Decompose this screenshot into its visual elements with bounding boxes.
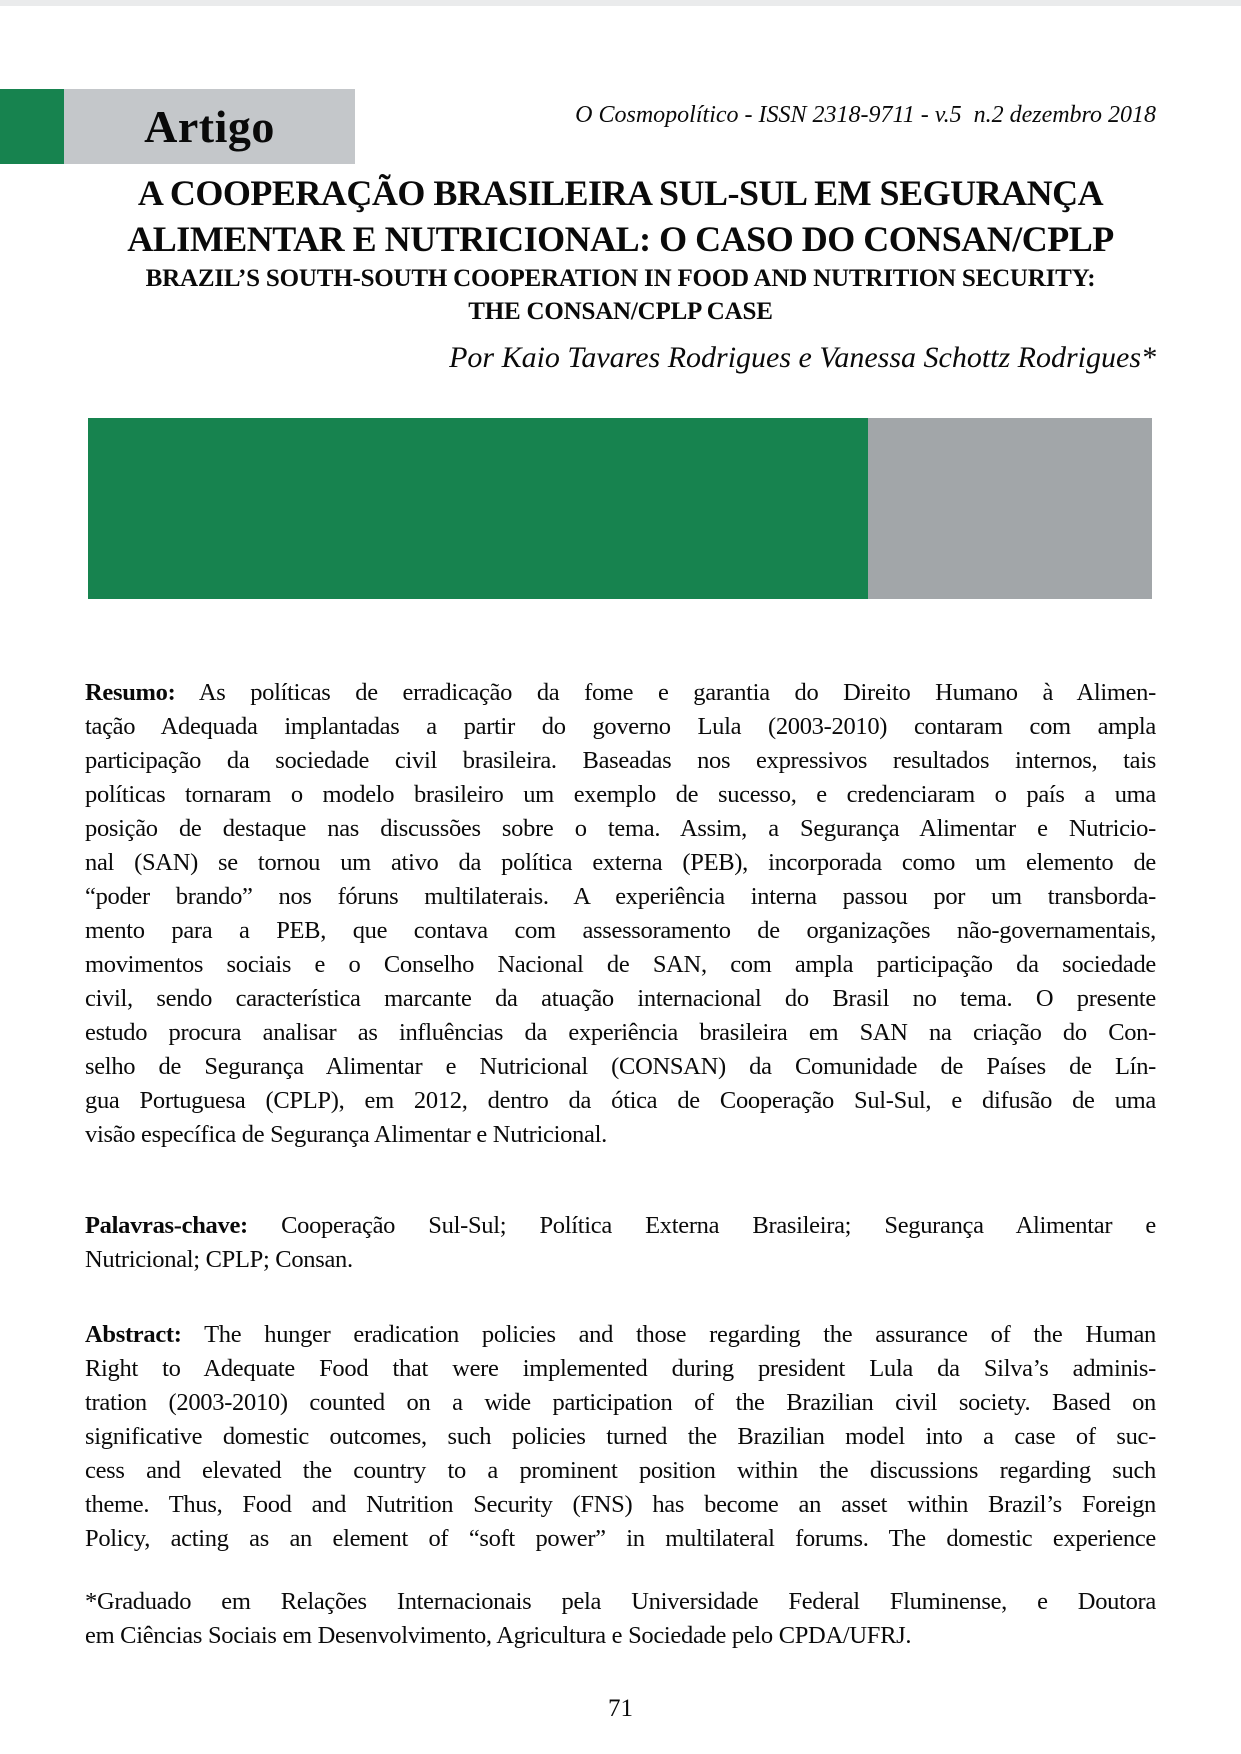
text-line: civil, sendo característica marcante da atuação internacional do Brasil no tema. O presente: [85, 985, 1156, 1012]
author-footnote: [85, 1585, 1156, 1653]
paragraph-label: Abstract:: [85, 1321, 182, 1348]
text-line: cess and elevated the country to a prominent position within the discussions regarding such: [85, 1457, 1156, 1484]
resumo-paragraph: [85, 676, 1156, 1152]
text-line: participação da sociedade civil brasileira. Baseadas nos expressivos resultados internos, tais: [85, 747, 1156, 774]
text-line: mento para a PEB, que contava com assessoramento de organizações não-governamentais,: [85, 917, 1156, 944]
title-line: BRAZIL’S SOUTH-SOUTH COOPERATION IN FOOD AND NUTRITION SECURITY:: [145, 265, 1096, 292]
page-number: 71: [608, 1695, 633, 1722]
text-line: tação Adequada implantadas a partir do governo Lula (2003-2010) contaram com ampla: [85, 713, 1156, 740]
text-line: Right to Adequate Food that were implemented during president Lula da Silva’s adminis-: [85, 1355, 1156, 1382]
text-line: políticas tornaram o modelo brasileiro um exemplo de sucesso, e credenciaram o país a uma: [85, 781, 1156, 808]
text-line: posição de destaque nas discussões sobre o tema. Assim, a Segurança Alimentar e Nutricio-: [85, 815, 1156, 842]
text-line: Nutricional; CPLP; Consan.: [85, 1246, 353, 1273]
text-line: Palavras-chave: Cooperação Sul-Sul; Política Externa Brasileira; Segurança Alimentar e: [85, 1212, 1156, 1239]
abstract-paragraph: [85, 1318, 1156, 1556]
text-line: nal (SAN) se tornou um ativo da política externa (PEB), incorporada como um elemento de: [85, 849, 1156, 876]
journal-issue-line: O Cosmopolítico - ISSN 2318-9711 - v.5 n.2 dezembro 2018: [575, 102, 1156, 128]
paragraph-label: Palavras-chave:: [85, 1212, 248, 1239]
author-byline: Por Kaio Tavares Rodrigues e Vanessa Schottz Rodrigues*: [449, 341, 1156, 374]
text-line: selho de Segurança Alimentar e Nutricional (CONSAN) da Comunidade de Países de Lín-: [85, 1053, 1156, 1080]
text-line: *Graduado em Relações Internacionais pela Universidade Federal Fluminense, e Doutora: [85, 1588, 1156, 1615]
scan-artifact-strip: [0, 0, 1241, 6]
banner-green-block: [88, 418, 868, 599]
text-line: em Ciências Sociais em Desenvolvimento, Agricultura e Sociedade pelo CPDA/UFRJ.: [85, 1622, 912, 1649]
title-line: THE CONSAN/CPLP CASE: [468, 298, 773, 325]
article-title-block: [85, 170, 1156, 328]
decorative-banner: [88, 418, 1152, 599]
text-line: movimentos sociais e o Conselho Nacional de SAN, com ampla participação da sociedade: [85, 951, 1156, 978]
text-line: visão específica de Segurança Alimentar e Nutricional.: [85, 1121, 607, 1148]
title-line: A COOPERAÇÃO BRASILEIRA SUL-SUL EM SEGURANÇA: [137, 173, 1104, 213]
section-label: Artigo: [144, 101, 275, 152]
article-title-en: [85, 262, 1156, 328]
title-line: ALIMENTAR E NUTRICIONAL: O CASO DO CONSAN/CPLP: [127, 219, 1114, 259]
banner-gray-block: [868, 418, 1152, 599]
text-line: “poder brando” nos fóruns multilaterais. A experiência interna passou por um transborda-: [85, 883, 1156, 910]
text-line: tration (2003-2010) counted on a wide participation of the Brazilian civil society. Based on: [85, 1389, 1156, 1416]
text-line: estudo procura analisar as influências da experiência brasileira em SAN na criação do Con-: [85, 1019, 1156, 1046]
article-title-pt: [85, 170, 1156, 262]
text-line: significative domestic outcomes, such policies turned the Brazilian model into a case of suc-: [85, 1423, 1156, 1450]
paragraph-label: Resumo:: [85, 679, 176, 706]
text-line: Resumo: As políticas de erradicação da fome e garantia do Direito Humano à Alimen-: [85, 679, 1156, 706]
text-line: Abstract: The hunger eradication policies and those regarding the assurance of the Human: [85, 1321, 1156, 1348]
text-line: gua Portuguesa (CPLP), em 2012, dentro da ótica de Cooperação Sul-Sul, e difusão de uma: [85, 1087, 1156, 1114]
page-body: [85, 676, 1156, 1653]
text-line: Policy, acting as an element of “soft power” in multilateral forums. The domestic experience: [85, 1525, 1156, 1552]
text-line: theme. Thus, Food and Nutrition Security (FNS) has become an asset within Brazil’s Foreign: [85, 1491, 1156, 1518]
keywords-paragraph: [85, 1209, 1156, 1277]
header-green-square: [0, 89, 64, 164]
